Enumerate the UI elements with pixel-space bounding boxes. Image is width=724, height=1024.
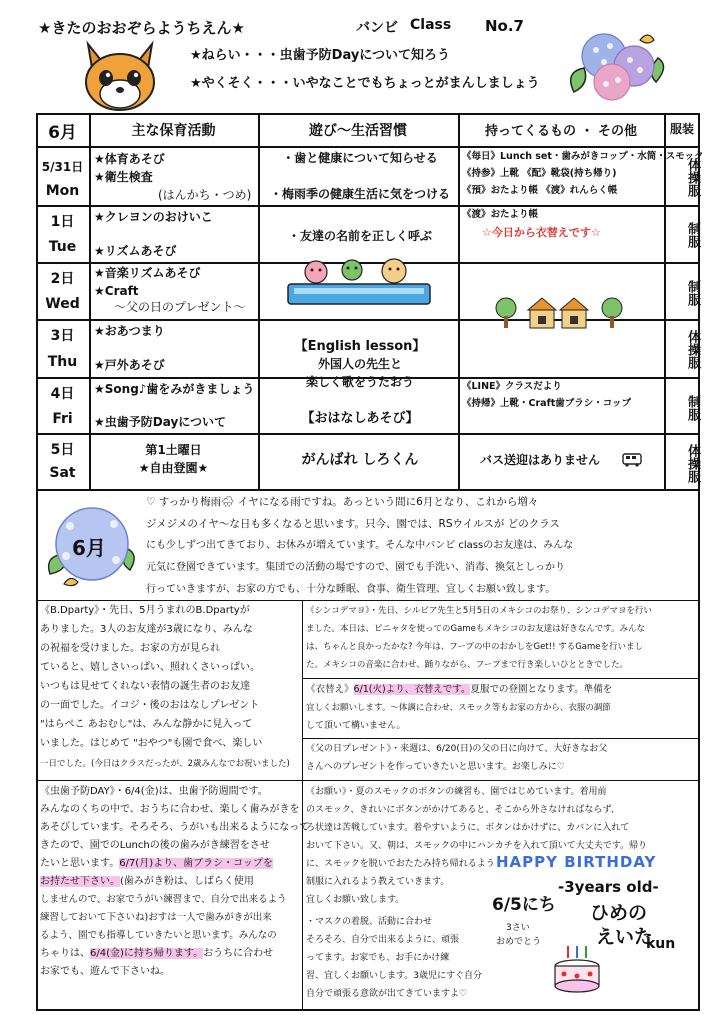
day-date: 2日 <box>50 271 75 287</box>
birthday-name-2: えいた <box>596 926 654 948</box>
activity-item: ～父の日のプレゼント～ <box>114 300 246 314</box>
intro-line: 行っていきますが、お家の方でも、十分な睡眠、食事、衛生管理、宜しくお願い致します。 <box>146 584 556 595</box>
request-line: 《お願い》・夏のスモックのボタンの練習も、園ではじめています。着用前 <box>306 787 607 797</box>
bring-item: 《持帰》上靴・Craft歯ブラシ・コップ <box>462 398 632 409</box>
deer-mascot-icon <box>70 38 170 114</box>
tooth-highlight: 6/7(月)より、歯ブラシ・コップを <box>119 858 273 869</box>
habit-item: 【おはなしあそび】 <box>301 411 419 426</box>
mexico-line: た。メキシコの音楽に合わせ、踊りながら、フープまで行き楽しいひとときでした。 <box>306 660 628 670</box>
request-line: 宜しくお願い致します。 <box>306 895 405 905</box>
class-name: バンビ <box>356 20 398 36</box>
wear-item: 制服 <box>685 395 700 421</box>
birthday-kun: kun <box>646 936 676 952</box>
school-name: ★きたのおおぞらようちえん★ <box>38 19 245 37</box>
request-line: 習、宜しくお願いします。3歳児にすぐ自分 <box>306 971 483 981</box>
wear-item: 体操服 <box>685 443 700 483</box>
koromogae-line <box>306 682 612 699</box>
tooth-line: 《虫歯予防DAY》・6/4(金)は、虫歯予防週間です。 <box>40 786 268 797</box>
tooth-line <box>40 946 273 963</box>
activity-item: ★Song♪歯をみがきましょう <box>94 382 255 396</box>
day-date: 3日 <box>50 328 75 344</box>
bday-line: の一面でした。イコジ・後のおはなしプレゼント <box>40 700 260 711</box>
kids-pool-icon <box>286 256 432 308</box>
tooth-line <box>40 856 273 873</box>
birthday-date: 6/5にち <box>492 895 556 915</box>
koromogae-line: 宜しくお願いします。～体調に合わせ、スモック等もお家の方から、衣服の調節 <box>306 703 611 713</box>
request-line: に、スモックを脱いでおたたみ持ち帰れるよう <box>306 859 495 869</box>
header-bring: 持ってくるもの ・ その他 <box>484 124 638 139</box>
header-wear: 服装 <box>669 122 694 136</box>
tooth-line: 練習しておいて下さいね)おすは一人で歯みがきが出来 <box>40 912 272 923</box>
tooth-text: ちゃりは、 <box>40 948 90 959</box>
birthday-age: -3years old- <box>558 878 659 896</box>
day-weekday: Tue <box>48 239 77 255</box>
habit-item: 外国人の先生と <box>317 357 402 371</box>
bring-item: 《預》おたより帳 《渡》れんらく帳 <box>462 185 618 196</box>
activity-item: (はんかち・つめ) <box>158 188 252 202</box>
koromogae-line: して頂いて構いません。 <box>306 721 406 731</box>
wear-item: 制服 <box>685 280 700 306</box>
request-line: 制服に入れるよう教えていきます。 <box>306 877 450 887</box>
day-date: 4日 <box>50 386 75 402</box>
june-badge-label: 6月 <box>72 536 106 560</box>
bring-item: ☆今日から衣替えです☆ <box>482 226 601 239</box>
request-line: ろ状達は苦戦しています。着やすいように、ボタンはかけずに、カバンに入れて <box>306 823 630 833</box>
day-weekday: Wed <box>45 296 80 312</box>
intro-line: にも少しずつ出てきており、お休みが増えています。そんな中バンビ classのお友達は、みんな <box>146 540 574 551</box>
activity-item: ★Craft <box>94 284 139 298</box>
request-line: 自分で頑張る意欲が出てきていますよ♡ <box>306 989 468 999</box>
koromogae-highlight: 6/1(火)より、衣替えです。 <box>353 684 471 695</box>
class-word: Class <box>410 17 452 33</box>
header-activities: 主な保育活動 <box>131 123 216 139</box>
habit-item: ・歯と健康について知らせる <box>282 151 438 165</box>
tooth-highlight: 6/4(金)に持ち帰ります。 <box>90 948 204 959</box>
day-weekday: Mon <box>45 183 80 199</box>
day-date: 5/31日 <box>41 160 84 174</box>
activity-item: ★音楽リズムあそび <box>94 266 201 280</box>
tooth-line <box>40 874 254 891</box>
day-weekday: Fri <box>52 411 73 427</box>
header-month: 6月 <box>48 123 77 143</box>
request-line: そろそろ、自分で出来るように、頑張 <box>306 935 460 945</box>
houses-trees-icon <box>492 296 632 330</box>
tooth-highlight: お持たせ下さい。 <box>40 876 120 887</box>
bday-line: 《B.Dparty》・先日、5月うまれのB.Dpartyが <box>40 605 250 616</box>
habit-item: 【English lesson】 <box>294 339 426 354</box>
day-weekday: Sat <box>49 465 76 481</box>
bring-item: 《持参》上靴 《配》靴袋(持ち帰り) <box>462 168 617 179</box>
mexico-line: は、ちゃんと良かったかな? 今年は、フープの中のおかしをGet!! するGameを行いまし <box>306 642 644 652</box>
bday-line: の祝福を受けました。お家の方が見られ <box>40 643 220 654</box>
tooth-line: きたので、園でのLunchの後の歯みがき練習をさせ <box>40 840 270 851</box>
tooth-text: たいと思います。 <box>40 858 120 869</box>
birthday-sub2: おめでとう <box>496 937 542 947</box>
day-weekday: Thu <box>47 354 78 370</box>
bring-item: 《LINE》クラスだより <box>462 381 562 392</box>
wear-item: 体操服 <box>685 329 700 369</box>
birthday-name-1: ひめの <box>590 902 648 924</box>
intro-line: 元気に登園できています。集団での活動の場ですので、園でも手洗い、消毒、換気としっかり <box>146 562 565 573</box>
hydrangea-icon <box>560 22 672 112</box>
issue-number: No.7 <box>485 17 524 35</box>
request-line: おいて下さい。又、朝は、スモックの中にハンカチを入れて頂いて大丈夫です。帰り <box>306 841 648 851</box>
activity-item: ★自由登園★ <box>138 461 209 475</box>
request-line: のスモック、きれいにボタンがかけてあると、そこから外さなければならず、 <box>306 805 620 815</box>
intro-line: ジメジメのイヤ～な日も多くなると思います。只今、園では、RSウイルスが どのクラス <box>146 518 560 530</box>
bday-line: ていると、嬉しさいっぱい、照れくさいっぱい。 <box>40 662 260 673</box>
wear-item: 制服 <box>685 222 700 248</box>
activity-item: ★衛生検査 <box>94 170 153 184</box>
aim-text: ★ねらい・・・虫歯予防Dayについて知ろう <box>190 48 451 63</box>
bring-item: バス送迎はありません <box>480 453 601 467</box>
bday-line: "はらぺこ あおむし"は、みんな静かに見入って <box>40 719 253 730</box>
tooth-text: おうちに合わせ <box>203 948 274 959</box>
request-line: ってます。お家でも、お手にかけ練 <box>306 953 450 963</box>
mexico-line: 《シンコデマヨ》・先日、シルビア先生と5月5日のメキシコのお祭り、シンコデマヨを行い <box>306 606 652 616</box>
tooth-line: みんなのくちの中で、おうちに合わせ、楽しく歯みがきを <box>40 804 300 815</box>
bday-line: いつもは見せてくれない表情の誕生者のお友達 <box>40 681 250 692</box>
habit-item: ・友達の名前を正しく呼ぶ <box>287 229 432 243</box>
activity-item: ★クレヨンのおけいこ <box>94 210 213 224</box>
tooth-line: あそびしています。そろそろ、うがいも出来るようになって <box>40 822 310 833</box>
activity-item: 第1土曜日 <box>145 443 202 457</box>
birthday-cake-icon <box>552 944 602 1000</box>
activity-item: ★虫歯予防Dayについて <box>94 415 227 429</box>
bus-icon <box>622 453 642 467</box>
tooth-line: るよう、園でも指導していきたいと思います。みんなの <box>40 930 277 941</box>
promise-text: ★やくそく・・・いやなことでもちょっとがまんしましょう <box>190 76 540 91</box>
request-line: ・マスクの着脱、活動に合わせ <box>306 917 433 927</box>
habit-item: ・梅雨季の健康生活に気をつける <box>269 187 450 201</box>
bday-line: 一日でした。(今日はクラスだったが、2歳みんなでお祝いました) <box>40 759 290 769</box>
tooth-line: しませんので、お家でうがい練習まで、自分で出来るよう <box>40 894 287 905</box>
fathers-line: 《父の日プレゼント》・来週は、6/20(日)の父の日に向けて、大好きなお父 <box>306 744 608 754</box>
day-date: 5日 <box>50 442 75 458</box>
bring-item: 《渡》おたより帳 <box>462 209 539 220</box>
bring-item: 《毎日》Lunch set・歯みがきコップ・水筒・スモック <box>462 151 704 162</box>
header-habits: 遊び～生活習慣 <box>309 123 407 139</box>
habit-item: がんばれ しろくん <box>301 452 419 468</box>
fathers-line: さんへのプレゼントを作っていきたいと思います。お楽しみに♡ <box>306 762 565 772</box>
birthday-banner: HAPPY BIRTHDAY <box>496 853 657 871</box>
tooth-line: お家でも、遊んで下さいね。 <box>40 966 170 977</box>
mexico-line: ました。本日は、ピニャタを使ってのGameもメキシコのお友達は好きなんです。みんな <box>306 624 646 634</box>
koromogae-rest: 夏服での登園となります。準備を <box>470 684 613 695</box>
activity-item: ★戸外あそび <box>94 358 165 372</box>
bday-line: ありました。3人のお友達が3歳になり、みんな <box>40 624 253 635</box>
koromogae-label: 《衣替え》 <box>306 684 354 695</box>
habit-item: 楽しく歌をうたおう <box>305 375 414 389</box>
activity-item: ★体育あそび <box>94 152 165 166</box>
day-date: 1日 <box>50 214 75 230</box>
bday-line: いました。はじめて "おやつ"も園で食べ、楽しい <box>40 738 263 749</box>
intro-line: ♡ すっかり梅雨🌧 イヤになる雨ですね。あっという間に6月となり、これから増々 <box>146 496 539 508</box>
activity-item: ★リズムあそび <box>94 244 177 258</box>
wear-item: 体操服 <box>685 157 700 197</box>
activity-item: ★おあつまり <box>94 324 165 338</box>
tooth-text: (歯みがき粉は、しばらく使用 <box>120 876 254 887</box>
birthday-sub: 3さい <box>506 923 530 933</box>
